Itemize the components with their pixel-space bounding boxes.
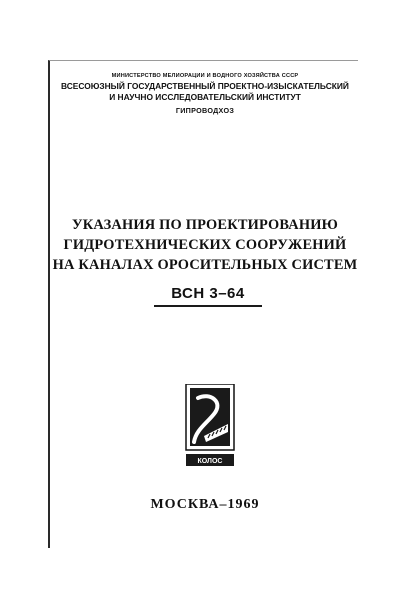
cover-frame	[48, 60, 358, 548]
document-title	[50, 215, 360, 275]
publisher-block	[50, 73, 360, 116]
ministry-line: МИНИСТЕРСТВО МЕЛИОРАЦИИ И ВОДНОГО ХОЗЯЙСТВА СССР	[111, 73, 299, 79]
institute-abbreviation: ГИПРОВОДХОЗ	[175, 106, 235, 116]
institute-line-2: И НАУЧНО ИССЛЕДОВАТЕЛЬСКИЙ ИНСТИТУТ	[109, 91, 301, 102]
institute-line-1: ВСЕСОЮЗНЫЙ ГОСУДАРСТВЕННЫЙ ПРОЕКТНО-ИЗЫСКАТЕЛЬСКИЙ	[61, 80, 349, 91]
imprint-place-year: МОСКВА–1969	[150, 497, 260, 512]
title-line-3: НА КАНАЛАХ ОРОСИТЕЛЬНЫХ СИСТЕМ	[52, 257, 358, 273]
title-line-2: ГИДРОТЕХНИЧЕСКИХ СООРУЖЕНИЙ	[63, 237, 347, 253]
document-code: ВСН 3–64	[154, 285, 262, 307]
publisher-emblem-icon	[184, 384, 236, 468]
emblem-label: КОЛОС	[197, 458, 223, 465]
title-line-1: УКАЗАНИЯ ПО ПРОЕКТИРОВАНИЮ	[71, 217, 339, 233]
